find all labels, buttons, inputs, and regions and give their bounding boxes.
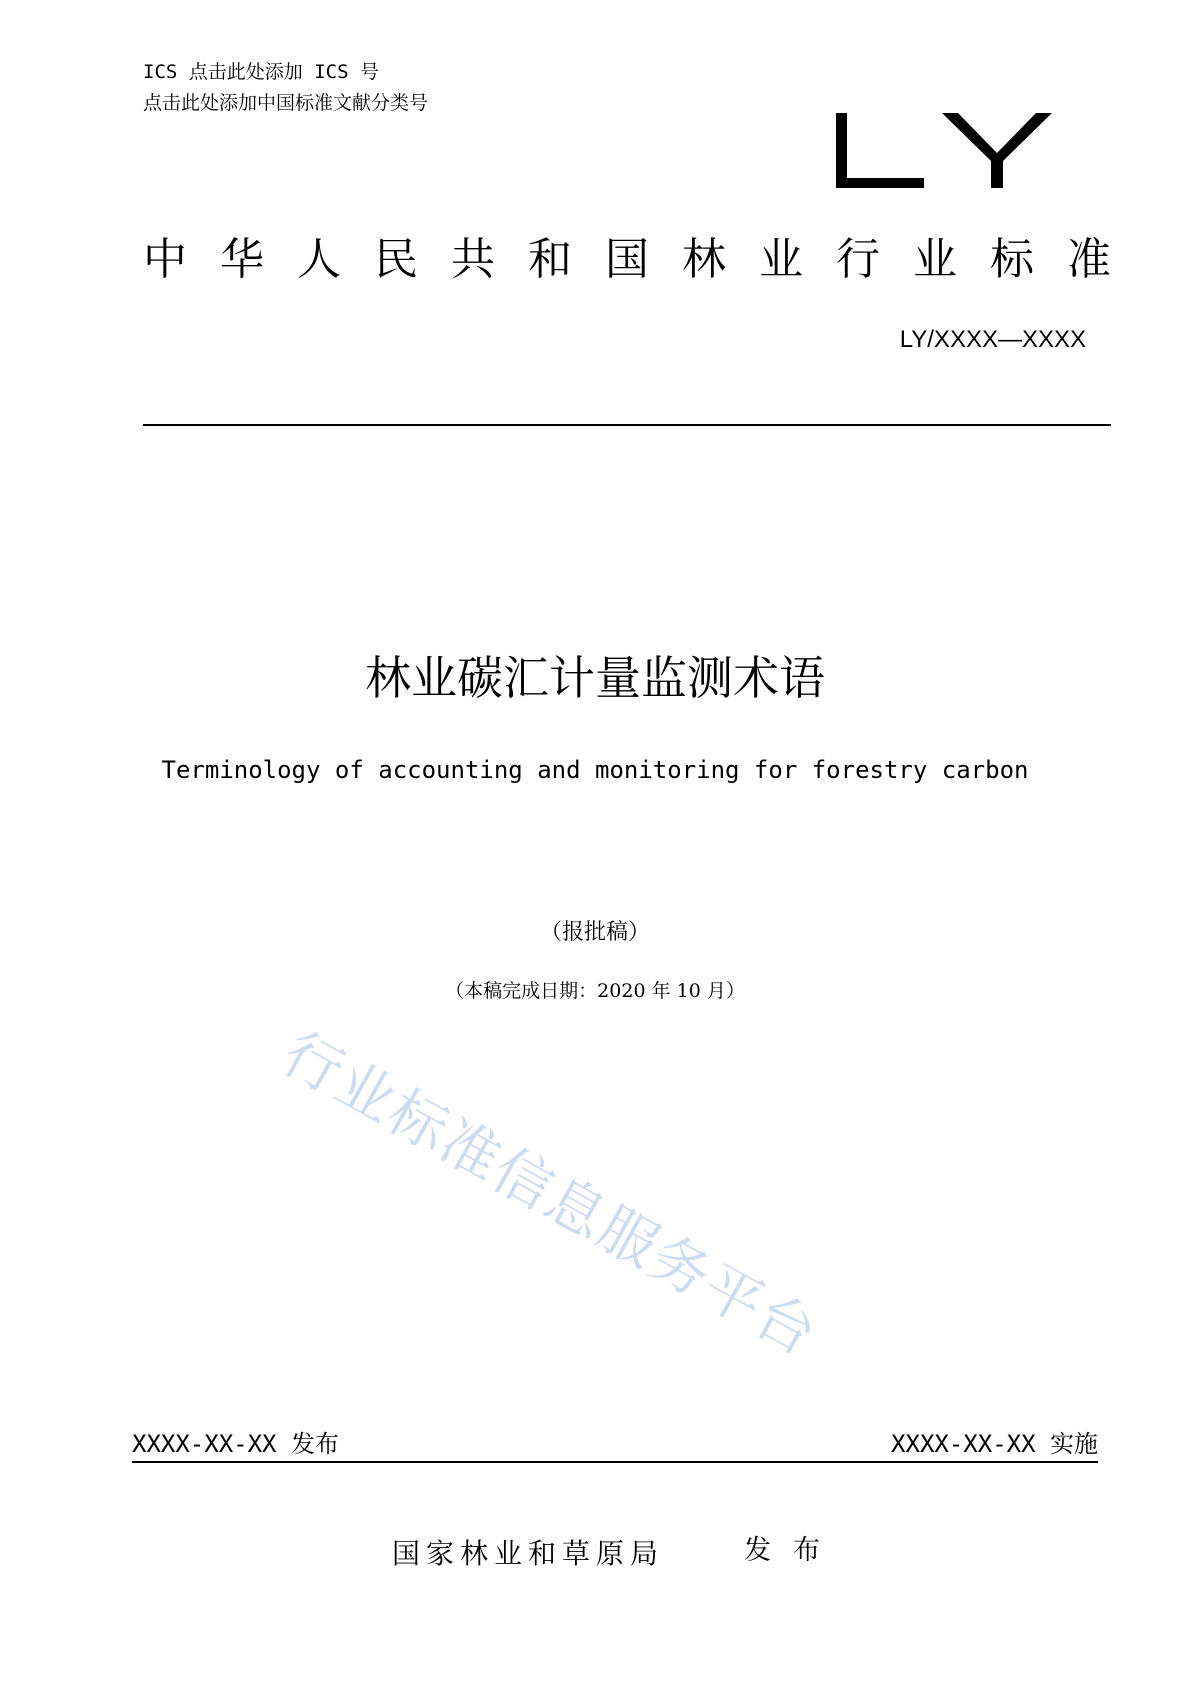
standard-code: LY/XXXX—XXXX — [899, 326, 1086, 353]
document-subtitle: Terminology of accounting and monitoring for forestry carbon — [161, 756, 1029, 784]
ccs-number: 点击此处添加中国标准文献分类号 — [143, 92, 429, 114]
watermark: 行业标准信息服务平台 — [271, 1018, 830, 1370]
issue-label: 发布 — [744, 1535, 842, 1566]
standard-title: 中华人民共和国林业行业标准 — [143, 234, 1144, 285]
publish-date: XXXX-XX-XX 发布 — [132, 1430, 339, 1458]
completion-date: （本稿完成日期：2020 年 10 月） — [445, 980, 745, 1002]
ics-number: ICS 点击此处添加 ICS 号 — [143, 61, 379, 83]
issuing-authority: 国家林业和草原局 — [392, 1537, 665, 1570]
document-title: 林业碳汇计量监测术语 — [365, 651, 825, 705]
ly-logo — [836, 113, 1052, 188]
bottom-divider — [132, 1461, 1098, 1463]
implement-date: XXXX-XX-XX 实施 — [891, 1430, 1098, 1458]
top-divider — [143, 424, 1111, 426]
draft-status: （报批稿） — [539, 920, 650, 945]
